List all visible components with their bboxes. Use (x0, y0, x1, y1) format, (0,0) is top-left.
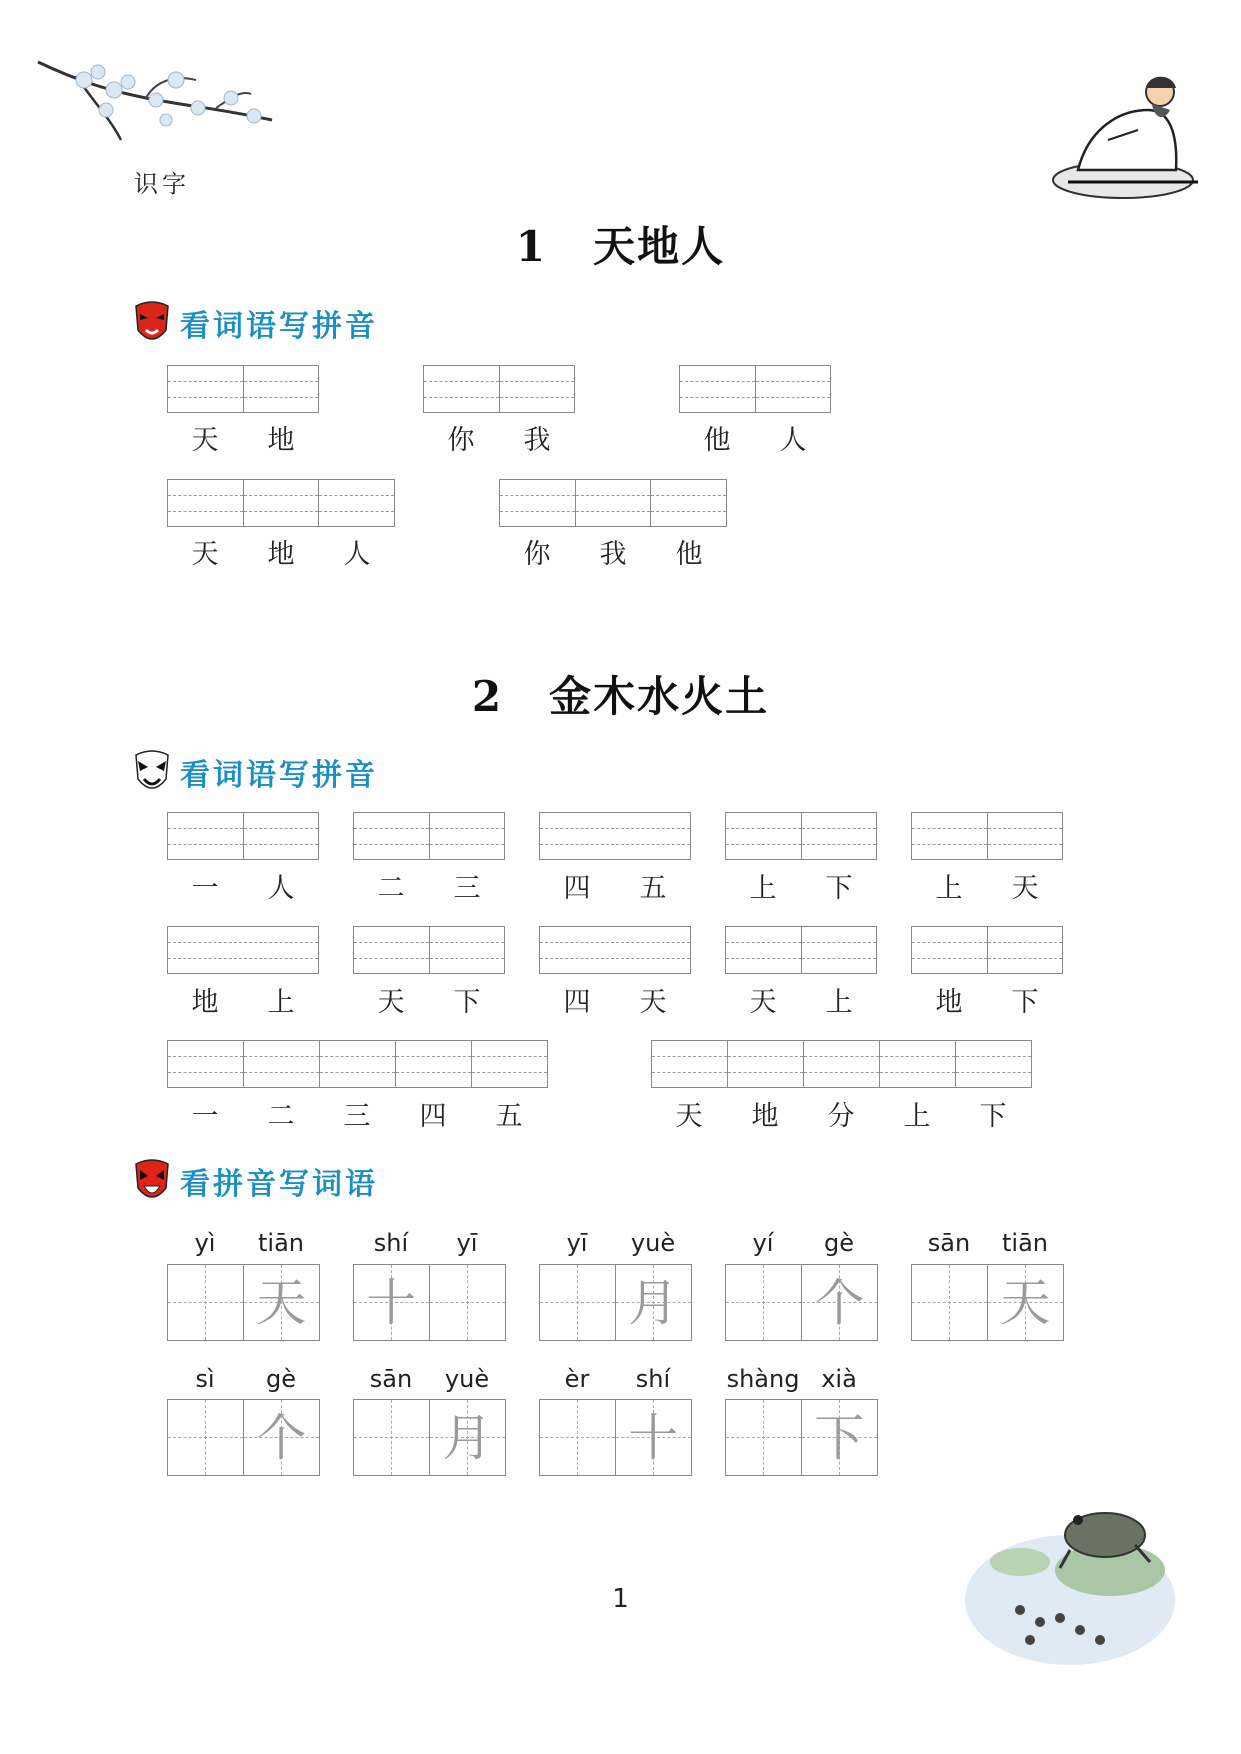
pinyin-writing-box[interactable] (167, 365, 319, 413)
plum-branch-illustration (36, 50, 276, 160)
pinyin-label: èr shí (564, 1365, 671, 1393)
word-chars: 四 天 (563, 987, 667, 1018)
word-chars: 天 下 (377, 987, 481, 1018)
word-chars: 天 地 (191, 425, 295, 456)
word-chars: 天 地 分 上 下 (675, 1101, 1007, 1132)
pinyin-writing-box[interactable] (167, 1040, 548, 1088)
pinyin-label: yì tiān (194, 1229, 304, 1257)
opera-mask-icon (132, 749, 172, 795)
unit2-title-text: 金木水火土 (549, 672, 770, 721)
pinyin-label: sān tiān (927, 1229, 1048, 1257)
pinyin-writing-box[interactable] (725, 812, 877, 860)
character-grid[interactable]: 天 (167, 1264, 320, 1341)
unit2-number: 2 (471, 672, 504, 721)
word-chars: 一 人 (191, 873, 295, 904)
word-chars: 地 上 (191, 987, 295, 1018)
pinyin-writing-box[interactable] (539, 926, 691, 974)
unit1-section-label: 看词语写拼音 (180, 309, 378, 344)
word-chars: 天 上 (749, 987, 853, 1018)
corner-label: 识字 (134, 170, 190, 198)
pinyin-writing-box[interactable] (167, 926, 319, 974)
pinyin-writing-box[interactable] (679, 365, 831, 413)
unit2-section1-label: 看词语写拼音 (180, 758, 378, 793)
word-chars: 上 天 (935, 873, 1039, 904)
character-grid[interactable]: 个 (167, 1399, 320, 1476)
character-grid[interactable]: 十 (353, 1264, 506, 1341)
pinyin-label: shí yī (373, 1229, 478, 1257)
pinyin-writing-box[interactable] (353, 926, 505, 974)
unit1-number: 1 (515, 222, 548, 271)
opera-mask-icon (132, 300, 172, 346)
word-chars: 四 五 (563, 873, 667, 904)
pinyin-writing-box[interactable] (167, 812, 319, 860)
opera-mask-icon (132, 1158, 172, 1204)
pinyin-writing-box[interactable] (651, 1040, 1032, 1088)
pinyin-writing-box[interactable] (911, 926, 1063, 974)
word-chars: 他 人 (703, 425, 807, 456)
pinyin-writing-box[interactable] (725, 926, 877, 974)
word-chars: 一 二 三 四 五 (191, 1101, 523, 1132)
pinyin-label: sì gè (195, 1365, 296, 1393)
pinyin-label: shàng xià (726, 1365, 857, 1393)
character-grid[interactable]: 月 (539, 1264, 692, 1341)
pinyin-label: yí gè (752, 1229, 854, 1257)
character-grid[interactable]: 天 (911, 1264, 1064, 1341)
word-chars: 你 我 他 (523, 539, 703, 570)
pinyin-writing-box[interactable] (911, 812, 1063, 860)
pinyin-writing-box[interactable] (167, 479, 395, 527)
frog-pond-illustration (960, 1490, 1180, 1670)
pinyin-label: sān yuè (369, 1365, 490, 1393)
character-grid[interactable]: 十 (539, 1399, 692, 1476)
unit1-title-text: 天地人 (593, 222, 726, 271)
character-grid[interactable]: 月 (353, 1399, 506, 1476)
word-chars: 你 我 (447, 425, 551, 456)
unit2-section2-heading (132, 1155, 378, 1207)
pinyin-writing-box[interactable] (499, 479, 727, 527)
unit2-section1-heading (132, 746, 378, 798)
unit2-section2-label: 看拼音写词语 (180, 1167, 378, 1202)
unit1-section-heading (132, 297, 378, 349)
pinyin-label: yī yuè (566, 1229, 676, 1257)
page-number: 1 (612, 1584, 629, 1614)
pinyin-writing-box[interactable] (539, 812, 691, 860)
scholar-illustration (1048, 70, 1208, 210)
word-chars: 天 地 人 (191, 539, 371, 570)
unit1-title (0, 214, 1241, 274)
unit2-title (0, 664, 1241, 724)
word-chars: 上 下 (749, 873, 853, 904)
character-grid[interactable]: 个 (725, 1264, 878, 1341)
word-chars: 地 下 (935, 987, 1039, 1018)
character-grid[interactable]: 下 (725, 1399, 878, 1476)
word-chars: 二 三 (377, 873, 481, 904)
pinyin-writing-box[interactable] (353, 812, 505, 860)
pinyin-writing-box[interactable] (423, 365, 575, 413)
